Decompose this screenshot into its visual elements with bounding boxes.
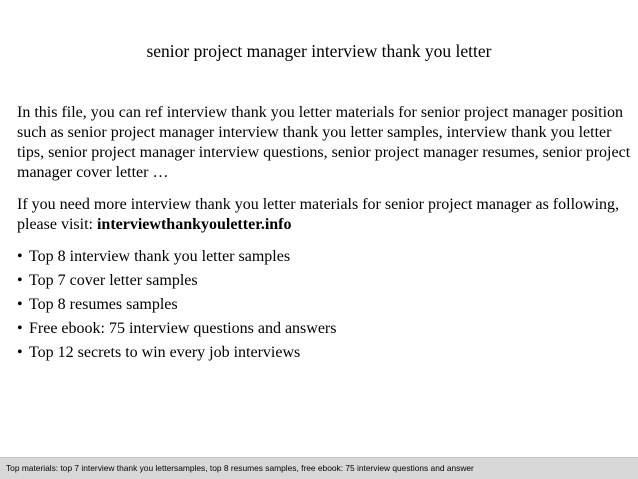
list-item-label: Top 12 secrets to win every job interviews	[29, 344, 301, 361]
resource-list	[17, 247, 632, 363]
bullet-icon: •	[17, 296, 23, 313]
intro-paragraph: In this file, you can ref interview thank you letter materials for senior project manager position such as senior project manager interview thank you letter samples, interview thank you letter tips, senior project manager interview questions, senior project manager resumes, senior project manager cover letter …	[17, 104, 631, 181]
list-item	[17, 295, 632, 315]
list-item-label: Top 8 interview thank you letter samples	[29, 248, 291, 265]
list-item	[17, 343, 632, 363]
footer-bar: Top materials: top 7 interview thank you lettersamples, top 8 resumes samples, free ebook: 75 interview questions and answer	[0, 457, 638, 479]
list-item-label: Top 8 resumes samples	[29, 296, 178, 313]
bullet-icon: •	[17, 272, 23, 289]
bullet-icon: •	[17, 344, 23, 361]
site-link[interactable]: interviewthankyouletter.info	[96, 216, 292, 233]
list-item	[17, 319, 632, 339]
list-item-label: Top 7 cover letter samples	[29, 272, 198, 289]
visit-paragraph	[17, 195, 632, 235]
list-item-label: Free ebook: 75 interview questions and answers	[29, 320, 337, 337]
slide-title: senior project manager interview thank you letter	[146, 41, 492, 61]
bullet-icon: •	[17, 248, 23, 265]
list-item	[17, 247, 632, 267]
slide-body	[17, 103, 632, 367]
visit-text: If you need more interview thank you letter materials for senior project manager as following, please visit:	[17, 196, 620, 233]
list-item	[17, 271, 632, 291]
bullet-icon: •	[17, 320, 23, 337]
